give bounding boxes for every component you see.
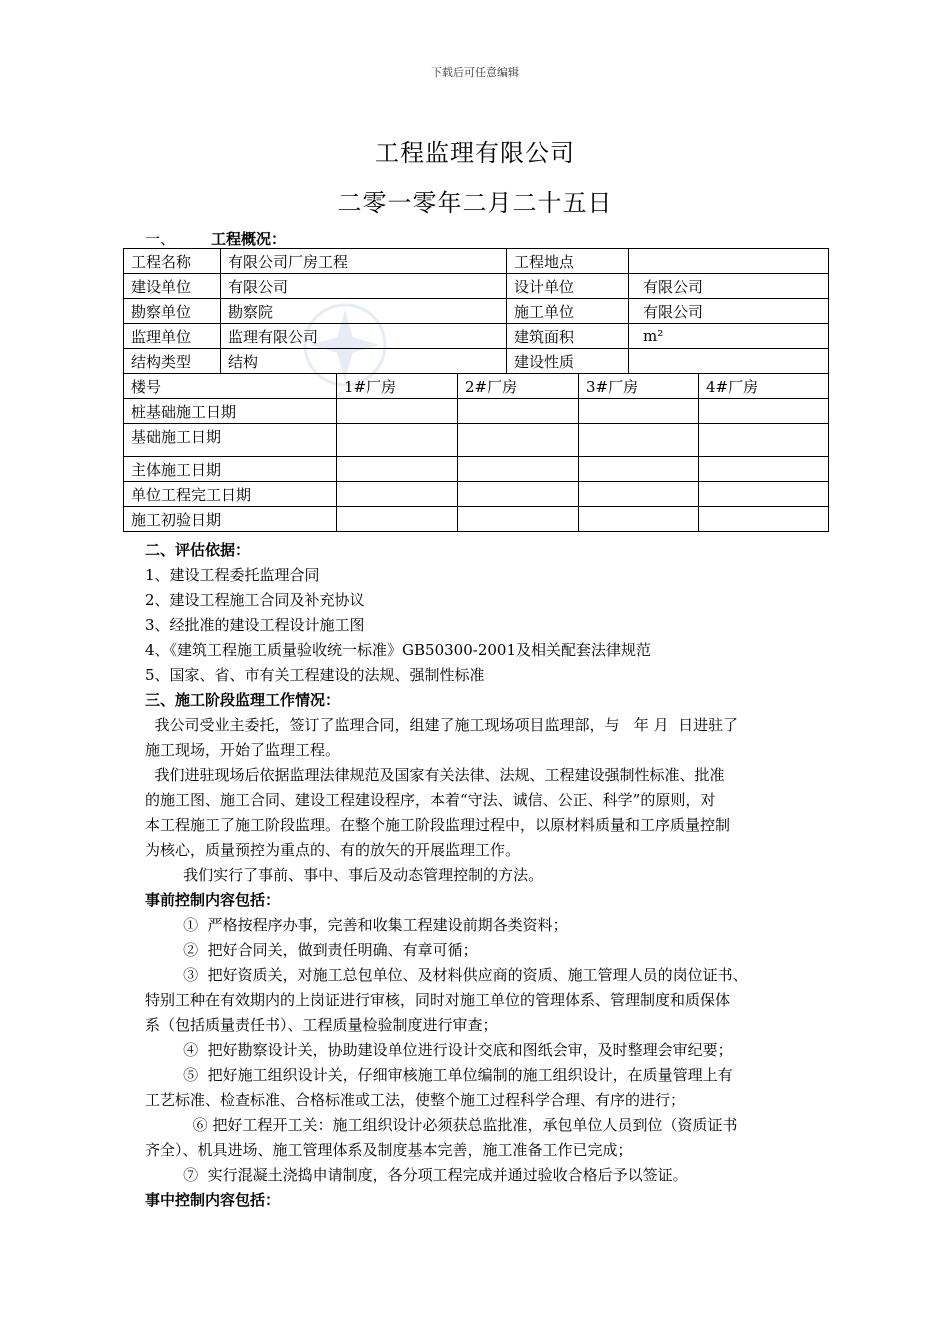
pre-control-item: 系（包括质量责任书）、工程质量检验制度进行审查；: [145, 1016, 498, 1034]
header-note: 下载后可任意编辑: [431, 66, 519, 79]
empty-cell: [337, 424, 458, 457]
empty-cell: [337, 482, 458, 507]
building-3-cell: 3#厂房: [579, 374, 699, 399]
value-cell: 有限公司: [629, 274, 829, 299]
pre-control-item: 齐全）、机具进场、施工管理体系及制度基本完善，施工准备工作已完成；: [145, 1141, 633, 1159]
empty-cell: [458, 424, 579, 457]
empty-cell: [699, 399, 829, 424]
empty-cell: [458, 399, 579, 424]
date-row: [124, 399, 829, 424]
building-header-row: [124, 374, 829, 399]
empty-cell: [579, 457, 699, 482]
pre-control-item: ⑤ 把好施工组织设计关，仔细审核施工单位编制的施工组织设计，在质量管理上有: [145, 1066, 733, 1084]
pre-control-item: ③ 把好资质关，对施工总包单位、及材料供应商的资质、施工管理人员的岗位证书、: [145, 966, 748, 984]
empty-cell: [458, 482, 579, 507]
empty-cell: [337, 507, 458, 532]
pre-control-item: ② 把好合同关，做到责任明确、有章可循；: [145, 941, 478, 959]
value-cell: 有限公司: [221, 274, 507, 299]
basis-item: 4、《建筑工程施工质量验收统一标准》GB50300-2001及相关配套法律规范: [145, 641, 652, 659]
label-cell: 工程名称: [124, 249, 221, 274]
empty-cell: [337, 457, 458, 482]
section-3-heading: 三、施工阶段监理工作情况：: [145, 691, 341, 709]
section-1-heading: [145, 228, 286, 249]
paragraph-line: 的施工图、施工合同、建设工程建设程序，本着“守法、诚信、公正、科学”的原则，对: [145, 791, 716, 809]
building-2-cell: 2#厂房: [458, 374, 579, 399]
value-cell: [629, 249, 829, 274]
label-cell: 结构类型: [124, 349, 221, 374]
empty-cell: [579, 482, 699, 507]
paragraph-line: 我们实行了事前、事中、事后及动态管理控制的方法。: [145, 866, 544, 884]
label-cell: 监理单位: [124, 324, 221, 349]
value-cell: 监理有限公司: [221, 324, 507, 349]
label-cell: 建设单位: [124, 274, 221, 299]
empty-cell: [579, 507, 699, 532]
basis-item: 5、国家、省、市有关工程建设的法规、强制性标准: [145, 666, 485, 684]
pre-control-item: ⑦ 实行混凝土浇捣申请制度，各分项工程完成并通过验收合格后予以签证。: [145, 1166, 688, 1184]
table-row: [124, 274, 829, 299]
paragraph-line: 为核心，质量预控为重点的、有的放矢的开展监理工作。: [145, 841, 521, 859]
section-2-heading: 二、评估依据：: [145, 541, 251, 559]
value-cell: 结构: [221, 349, 507, 374]
empty-cell: [458, 507, 579, 532]
date-label-cell: 施工初验日期: [124, 507, 337, 532]
building-4-cell: 4#厂房: [699, 374, 829, 399]
empty-cell: [699, 507, 829, 532]
empty-cell: [699, 424, 829, 457]
label-cell: 施工单位: [507, 299, 629, 324]
label-cell: 工程地点: [507, 249, 629, 274]
empty-cell: [579, 424, 699, 457]
pre-control-item: ① 严格按程序办事，完善和收集工程建设前期各类资料；: [145, 916, 568, 934]
paragraph-line: 我公司受业主委托，签订了监理合同，组建了施工现场项目监理部，与 年 月 日进驻了: [145, 716, 739, 734]
value-cell: 勘察院: [221, 299, 507, 324]
mid-control-heading: 事中控制内容包括：: [145, 1191, 281, 1209]
date-label-cell: 基础施工日期: [124, 424, 337, 457]
empty-cell: [699, 482, 829, 507]
label-cell: 勘察单位: [124, 299, 221, 324]
table-row: [124, 299, 829, 324]
building-1-cell: 1#厂房: [337, 374, 458, 399]
basis-item: 2、建设工程施工合同及补充协议: [145, 591, 365, 609]
value-cell: 有限公司: [629, 299, 829, 324]
section-2: [145, 538, 810, 1213]
date-row: [124, 482, 829, 507]
paragraph-line: 本工程施工了施工阶段监理。在整个施工阶段监理过程中，以原材料质量和工序质量控制: [145, 816, 731, 834]
table-row: [124, 249, 829, 274]
basis-item: 3、经批准的建设工程设计施工图: [145, 616, 365, 634]
pre-control-item: 工艺标准、检查标准、合格标准或工法，使整个施工过程科学合理、有序的进行；: [145, 1091, 686, 1109]
date-label-cell: 单位工程完工日期: [124, 482, 337, 507]
value-cell: 有限公司厂房工程: [221, 249, 507, 274]
empty-cell: [699, 457, 829, 482]
empty-cell: [579, 399, 699, 424]
project-info-table: [123, 248, 829, 532]
date-label-cell: 桩基础施工日期: [124, 399, 337, 424]
section-1-label: 工程概况：: [211, 230, 287, 248]
label-cell: 建筑面积: [507, 324, 629, 349]
date-label-cell: 主体施工日期: [124, 457, 337, 482]
date-row: [124, 507, 829, 532]
section-1-number: 一、: [145, 230, 176, 248]
empty-cell: [458, 457, 579, 482]
table-row: [124, 349, 829, 374]
pre-control-item: ④ 把好勘察设计关，协助建设单位进行设计交底和图纸会审，及时整理会审纪要；: [145, 1041, 733, 1059]
value-cell: [629, 349, 829, 374]
paragraph-line: 我们进驻现场后依据监理法律规范及国家有关法律、法规、工程建设强制性标准、批准: [145, 766, 725, 784]
pre-control-item: ⑥ 把好工程开工关：施工组织设计必须获总监批准，承包单位人员到位（资质证书: [145, 1116, 738, 1134]
basis-item: 1、建设工程委托监理合同: [145, 566, 320, 584]
date-row: [124, 457, 829, 482]
pre-control-item: 特别工种在有效期内的上岗证进行审核，同时对施工单位的管理体系、管理制度和质保体: [145, 991, 731, 1009]
empty-cell: [337, 399, 458, 424]
table-row: [124, 324, 829, 349]
paragraph-line: 施工现场，开始了监理工程。: [145, 741, 341, 759]
pre-control-heading: 事前控制内容包括：: [145, 891, 281, 909]
date-title: 二零一零年二月二十五日: [337, 189, 613, 217]
company-title: 工程监理有限公司: [375, 139, 575, 167]
label-cell: 建设性质: [507, 349, 629, 374]
building-label-cell: 楼号: [124, 374, 337, 399]
date-row: [124, 424, 829, 457]
value-cell: m²: [629, 324, 829, 349]
label-cell: 设计单位: [507, 274, 629, 299]
